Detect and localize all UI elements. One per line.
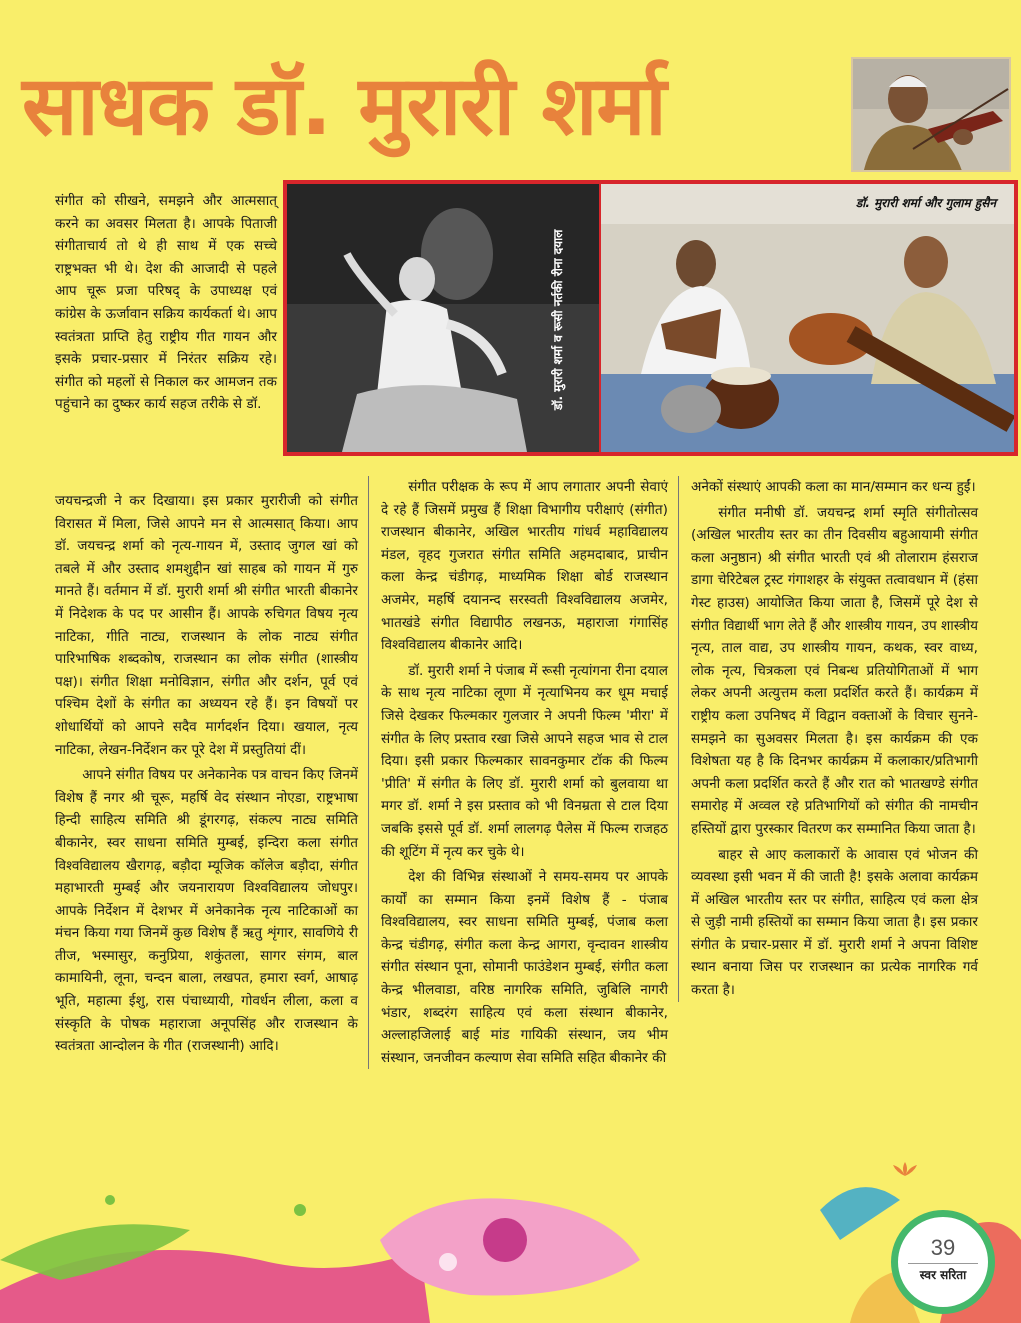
decorative-splash-graphic	[0, 1170, 1021, 1323]
paragraph: जयचन्द्रजी ने कर दिखाया। इस प्रकार मुरारीजी को संगीत विरासत में मिला, जिसे आपने मन से आत्मसात् किया। आप डॉ. जयचन्द्र शर्मा को नृत्य-गायन में, उस्ताद जुगल खां को तबले में और उस्ताद शमशुद्दीन खां साहब को गायन में गुरु मानते हैं। वर्तमान में डॉ. मुरारी शर्मा श्री संगीत भारती बीकानेर में निदेशक के पद पर आसीन हैं। आपके रुचिगत विषय नृत्य नाटिका, गीति नाट्य, राजस्थान के लोक नाट्य संगीत पारिभाषिक शब्दकोष, राजस्थान का लोक संगीत (शास्त्रीय पक्ष)। संगीत शिक्षा मनोविज्ञान, संगीत और दर्शन, पूर्व एवं पश्चिम देशों के संगीत का अध्ययन रहे हैं। इन विषयों पर शोधार्थियों को आपने सदैव मार्गदर्शन दिया। खयाल, नृत्य नाटिका, लेखन-निर्देशन कर पूरे देश में प्रस्तुतियां दीं।	[55, 493, 358, 758]
paragraph: संगीत को सीखने, समझने और आत्मसात् करने का अवसर मिलता है। आपके पिताजी संगीताचार्य तो थे ही साथ में एक सच्चे राष्ट्रभक्त भी थे। देश की आजादी से पहले आप चूरू प्रजा परिषद् के उपाध्यक्ष एवं कांग्रेस के ऊर्जावान सक्रिय कार्यकर्ता थे। आप स्वतंत्रता प्राप्ति हेतु राष्ट्रीय गीत गायन और इसके प्रचार-प्रसार में निरंतर सक्रिय रहे। संगीत को महलों से निकाल कर आमजन तक पहुंचाने का दुष्कर कार्य सहज तरीके से डॉ.	[55, 193, 277, 413]
column-2	[368, 476, 668, 1069]
page-number: 39	[930, 1235, 956, 1260]
paragraph: डॉ. मुरारी शर्मा ने पंजाब में रूसी नृत्यांगना रीना दयाल के साथ नृत्य नाटिका लूणा में नृत्याभिनय कर धूम मचाई जिसे देखकर फिल्मकार गुलजार ने अपनी फिल्म 'मीरा' में संगीत के लिए प्रस्ताव रखा जिसे आपने सहज भाव से टाल दिया। इसी प्रकार फिल्मकार सावनकुमार टॉक की फिल्म 'प्रीति' में संगीत के लिए डॉ. मुरारी शर्मा को बुलवाया था मगर डॉ. शर्मा ने इस प्रस्ताव को भी विनम्रता से टाल दिया जबकि इससे पूर्व डॉ. शर्मा लालगढ़ पैलेस में फिल्म राजहठ की शूटिंग में नृत्य कर चुके थे।	[381, 662, 668, 860]
column-1-bottom	[55, 490, 358, 1058]
paragraph: देश की विभिन्न संस्थाओं ने समय-समय पर आपके कार्यों का सम्मान किया इनमें विशेष हैं - पंजाब विश्वविद्यालय, स्वर साधना समिति मुम्बई, पंजाब कला केन्द्र चंडीगढ़, संगीत कला केन्द्र आगरा, वृन्दावन शास्त्रीय संगीत संस्थान पूना, सोमानी फाउंडेशन मुम्बई, संगीत कला केन्द्र भीलवाडा, वरिष्ठ नागरिक समिति, जुबिलि नागरी भंडार, शब्दरंग साहित्य एवं कला संस्थान बीकानेर, अल्लाहजिलाई बाई मांड गायिकी संस्थान, जय भीम संस्थान, जनजीवन कल्याण सेवा समिति सहित बीकानेर की	[381, 869, 668, 1066]
left-photo-caption: डॉ. मुरारी शर्मा व रूसी नर्तकी रीना दयाल	[551, 229, 565, 411]
paragraph: आपने संगीत विषय पर अनेकानेक पत्र वाचन किए जिनमें विशेष हैं नगर श्री चूरू, महर्षि वेद संस्थान नोएडा, राष्ट्रभाषा हिन्दी साहित्य समिति श्री डूंगरगढ़, संकल्प नाट्य समिति बीकानेर, स्वर साधना समिति मुम्बई, इन्दिरा कला संगीत विश्वविद्यालय खैरागढ़, बड़ौदा म्यूजिक कॉलेज बड़ौदा, संगीत महाभारती मुम्बई और जयनारायण विश्वविद्यालय जोधपुर। आपके निर्देशन में देशभर में अनेकानेक नृत्य नाटिकाओं का मंचन किया गया जिनमें कुछ विशेष हैं ऋतु शृंगार, सावणिये री तीज, भस्मासुर, कनुप्रिया, शकुंतला, सागर संगम, बाल कामायिनी, लूना, चन्दन बाला, लखपत, हमारा स्वर्ग, आषाढ़ भूति, महात्मा ईशु, रास पंचाध्यायी, गोवर्धन लीला, कला व संस्कृति के पोषक महाराजा अनूपसिंह और राजस्थान के स्वतंत्रता आन्दोलन के गीत (राजस्थानी) आदि।	[55, 767, 358, 1055]
article-title: साधक डॉ. मुरारी शर्मा	[22, 59, 666, 154]
column-1-top	[55, 190, 277, 416]
paragraph: बाहर से आए कलाकारों के आवास एवं भोजन की व्यवस्था इसी भवन में की जाती है! इसके अलावा कार्यक्रम में अखिल भारतीय स्तर पर संगीत, साहित्य एवं कला क्षेत्र से जुड़ी नामी हस्तियों का सम्मान किया जाता है। इस प्रकार संगीत के प्रचार-प्रसार में डॉ. मुरारी शर्मा ने अपना विशिष्ट स्थान बनाया जिस पर राजस्थान का प्रत्येक नागरिक गर्व करता है।	[691, 846, 978, 999]
page-number-badge	[891, 1210, 995, 1314]
paragraph: संगीत मनीषी डॉ. जयचन्द्र शर्मा स्मृति संगीतोत्सव (अखिल भारतीय स्तर का तीन दिवसीय बहुआयामी संगीत कला अनुष्ठान) श्री संगीत भारती एवं श्री तोलाराम हंसराज डागा चेरिटेबल ट्रस्ट गंगाशहर के संयुक्त तत्वावधान में (हंसा गेस्ट हाउस) आयोजित किया जाता है, जिसमें पूरे देश से संगीत विद्यार्थी भाग लेते हैं और शास्त्रीय गायन, उप शास्त्रीय नृत्य, ताल वाद्य, उप शास्त्रीय गायन, कथक, स्वर वाध्य, लोक नृत्य, चित्रकला एवं निबन्ध प्रतियोगिताओं में भाग लेकर अपनी अत्युत्तम कला प्रदर्शित करते हैं। कार्यक्रम में राष्ट्रीय कला उपनिषद में विद्वान वक्ताओं के विचार सुनने-समझने का सुअवसर मिलता है। इस कार्यक्रम की एक विशेषता यह है कि दिनभर कार्यक्रम में कलाकार/प्रतिभागी अपनी कला प्रदर्शित करते हैं और रात को भातखण्डे संगीत समारोह में अव्वल रहे प्रतिभागियों को संगीत की नामचीन हस्तियों द्वारा पुरस्कार वितरण कर सम्मानित किया जाता है।	[691, 504, 978, 837]
feature-photo-strip	[283, 180, 1018, 456]
column-3	[678, 476, 978, 1002]
magazine-name: स्वर सरिता	[908, 1263, 978, 1283]
tabla-sitar-photo	[601, 184, 1014, 452]
paragraph: अनेकों संस्थाएं आपकी कला का मान/सम्मान कर धन्य हुईं।	[691, 479, 976, 495]
paragraph: संगीत परीक्षक के रूप में आप लगातार अपनी सेवाएं दे रहे हैं जिसमें प्रमुख हैं शिक्षा विभागीय परीक्षाएं (संगीत) राजस्थान बीकानेर, अखिल भारतीय गांधर्व महाविद्यालय मंडल, वृहद गुजरात संगीत समिति अहमदाबाद, प्राचीन कला केन्द्र चंडीगढ़, माध्यमिक शिक्षा बोर्ड राजस्थान अजमेर, महर्षि दयानन्द सरस्वती विश्वविद्यालय अजमेर, भातखंडे संगीत विद्यापीठ लखनऊ, महाराजा गंगासिंह विश्वविद्यालय बीकानेर आदि।	[381, 479, 668, 654]
right-photo-caption: डॉ. मुरारी शर्मा और गुलाम हुसैन	[855, 196, 996, 210]
portrait-violinist-photo	[851, 57, 1011, 172]
